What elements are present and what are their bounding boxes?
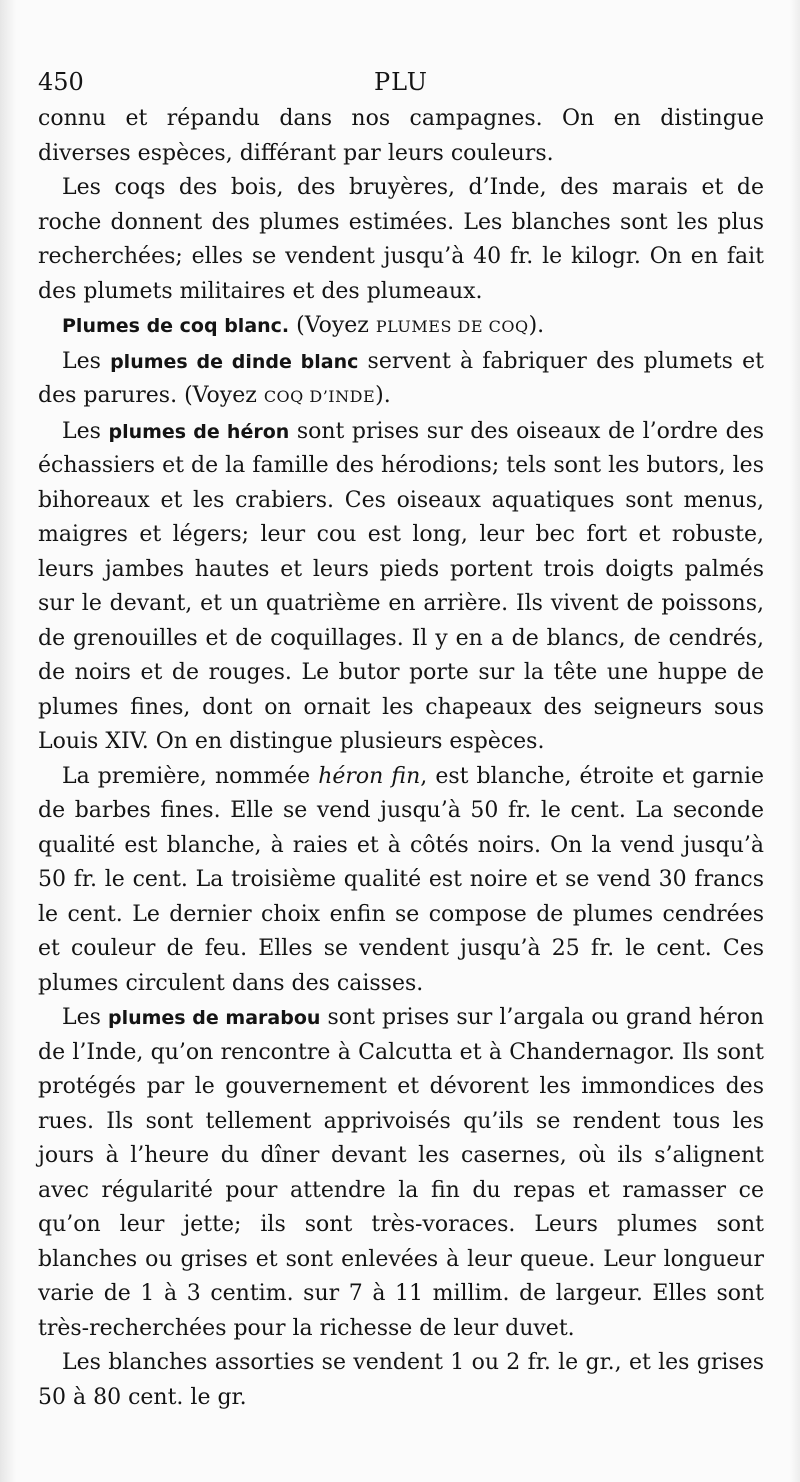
- text-run: La première, nommée: [62, 763, 319, 789]
- paragraph-p6: [38, 760, 764, 1002]
- text-run: Les: [62, 348, 111, 374]
- entry-term: plumes de dinde blanc: [110, 350, 359, 373]
- cross-reference: PLUMES DE COQ: [375, 317, 529, 336]
- italic-term: héron fin: [318, 763, 421, 789]
- entry-term: Plumes de coq blanc.: [62, 315, 290, 337]
- cross-reference: COQ D’INDE: [263, 387, 376, 406]
- entry-term: plumes de marabou: [107, 1007, 321, 1029]
- paragraph-p2: [38, 171, 764, 309]
- text-run: sont prises sur l’argala ou grand héron de l’Inde, qu’on rencontre à Calcutta et à Chandernagor. Ils sont protégés par le gouvernement et dévorent les immondices des rues. Ils sont tellement apprivoisés qu’ils se rendent tous les jours à l’heure du dîner devant les casernes, où ils s’alignent avec régularité pour attendre la fin du repas et ramasser ce qu’on leur jette; ils sont très-voraces. Leurs plumes sont blanches ou grises et sont enlevées à leur queue. Leur longueur varie de 1 à 3 centim. sur 7 à 11 millim. de largeur. Elles sont très-recherchées pour la richesse de leur duvet.: [38, 1005, 764, 1341]
- text-run: Les: [62, 418, 109, 444]
- text-run: (Voyez: [289, 313, 376, 338]
- running-head: [38, 62, 764, 102]
- text-run: Les coqs des bois, des bruyères, d’Inde, des marais et de roche donnent des plumes estimées. Les blanches sont les plus recherchées; elles se vendent jusqu’à 40 fr. le kilogr. On en fait des plumets militaires et des plumeaux.: [38, 175, 764, 304]
- body-text: [38, 102, 764, 1415]
- text-run: connu et répandu dans nos campagnes. On en distingue diverses espèces, différant par leurs couleurs.: [38, 106, 764, 166]
- page-number: 450: [38, 68, 84, 96]
- text-run: servent à fabriquer des plumets et des parures. (Voyez: [38, 348, 764, 408]
- paragraph-p7: [38, 1001, 764, 1346]
- paragraph-p5: [38, 415, 764, 760]
- text-run: sont prises sur des oiseaux de l’ordre des échassiers et de la famille des hérodions; tels sont les butors, les bihoreaux et les crabiers. Ces oiseaux aquatiques sont menus, maigres et légers; leur cou est long, leur bec fort et robuste, leurs jambes hautes et leurs pieds portent trois doigts palmés sur le devant, et un quatrième en arrière. Ils vivent de poissons, de grenouilles et de coquillages. Il y en a de blancs, de cendrés, de noirs et de rouges. Le butor porte sur la tête une huppe de plumes fines, dont on ornait les chapeaux des seigneurs sous Louis XIV. On en distingue plusieurs espèces.: [38, 418, 764, 754]
- paragraph-p1: [38, 102, 764, 171]
- text-run: Les: [62, 1005, 108, 1030]
- text-run: Les blanches assorties se vendent 1 ou 2 fr. le gr., et les grises 50 à 80 cent. le gr.: [38, 1350, 764, 1410]
- paragraph-p8: [38, 1346, 764, 1415]
- paragraph-p3: [38, 309, 764, 345]
- running-head-word: PLU: [374, 68, 428, 96]
- text-run: ).: [375, 383, 391, 408]
- entry-term: plumes de héron: [108, 420, 290, 443]
- text-run: ).: [528, 313, 545, 338]
- text-run: , est blanche, étroite et garnie de barbes fines. Elle se vend jusqu’à 50 fr. le cent. La seconde qualité est blanche, à raies et à côtés noirs. On la vend jusqu’à 50 fr. le cent. La troisième qualité est noire et se vend 30 francs le cent. Le dernier choix enfin se compose de plumes cendrées et couleur de feu. Elles se vendent jusqu’à 25 fr. le cent. Ces plumes circulent dans des caisses.: [38, 763, 764, 996]
- paragraph-p4: [38, 345, 764, 415]
